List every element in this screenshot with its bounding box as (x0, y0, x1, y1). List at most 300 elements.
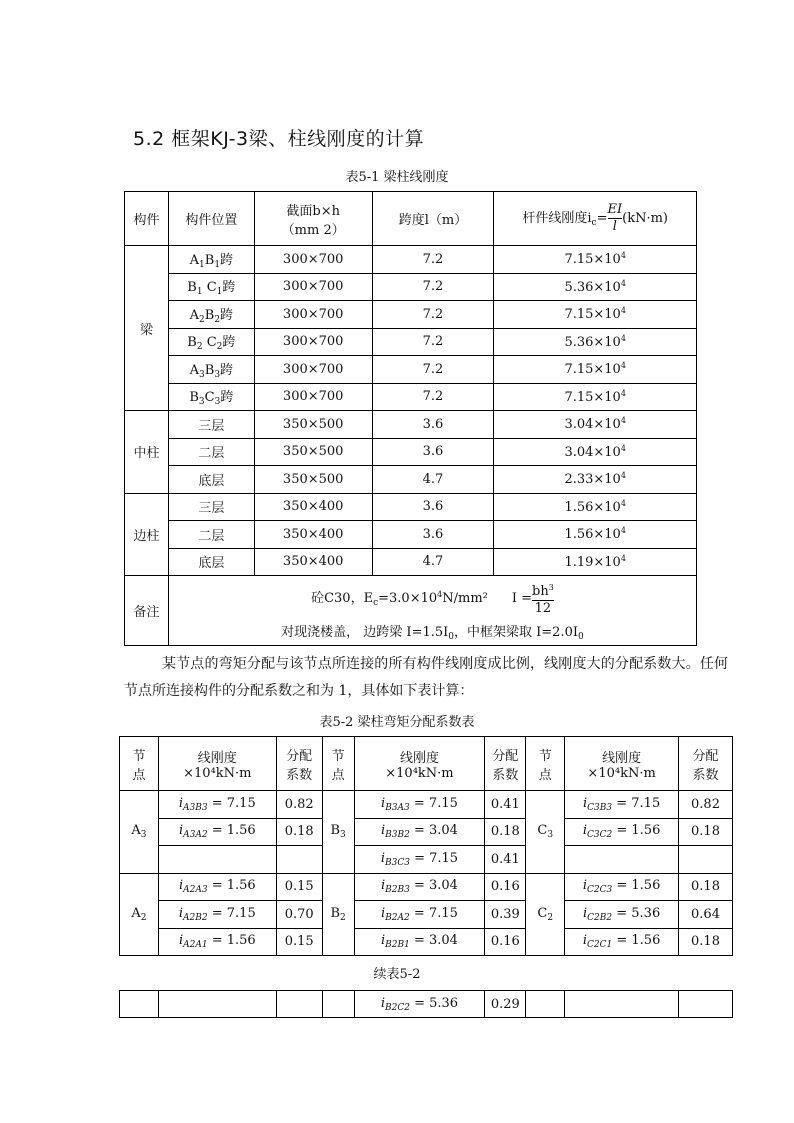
coefficient-cell: 0.16 (485, 873, 526, 901)
stiffness-cell (565, 791, 679, 819)
header-cell: 构件位置 (168, 192, 254, 246)
value: = 7.15 (409, 795, 458, 811)
table-row (125, 301, 697, 329)
var: i (178, 905, 184, 921)
num-text: bh (532, 583, 549, 599)
table-row (120, 818, 733, 846)
stiffness-cell (565, 818, 679, 846)
header-text: 点 (132, 767, 146, 783)
note-label: 备注 (125, 576, 169, 646)
header-cell (322, 737, 354, 791)
section-cell: 350×500 (254, 466, 372, 494)
position-cell: 底层 (168, 466, 254, 494)
var: i (381, 795, 386, 811)
distribution-table (119, 736, 733, 956)
var: i (582, 795, 588, 811)
table-row (120, 901, 733, 929)
coefficient-cell: 0.15 (276, 873, 322, 901)
superscript: 4 (620, 306, 626, 316)
pos-text: B (204, 362, 215, 378)
header-cell (679, 737, 733, 791)
var: i (582, 823, 588, 839)
coefficient-cell: 0.18 (679, 873, 733, 901)
node-name: B (330, 905, 341, 921)
superscript: 4 (620, 471, 626, 481)
coefficient-cell (276, 846, 322, 874)
coefficient-cell: 0.15 (276, 928, 322, 956)
header-cell (158, 737, 276, 791)
node-name: C (537, 823, 548, 839)
value: = 7.15 (207, 795, 256, 811)
subscript: 0 (448, 631, 455, 642)
stiffness-cell (494, 411, 697, 439)
pos-text: 跨 (220, 307, 234, 323)
denominator: 12 (534, 600, 552, 616)
pos-text: 跨 (220, 362, 234, 378)
note-line (171, 621, 694, 642)
header-cell (485, 737, 526, 791)
note-line (171, 580, 694, 617)
section-heading: 5.2 框架KJ-3梁、柱线刚度的计算 (133, 128, 425, 150)
table-row (125, 328, 697, 356)
superscript: 4 (620, 553, 626, 563)
header-text: ×10⁴kN·m (385, 765, 454, 781)
value: = 5.36 (409, 995, 459, 1011)
stiffness-cell (354, 791, 485, 819)
stiffness-cell (354, 846, 485, 874)
continued-table (119, 990, 733, 1018)
node-cell (120, 791, 159, 874)
value: 7.15×10 (564, 362, 621, 378)
span-cell: 3.6 (372, 438, 494, 466)
subscript: B2C2 (384, 1002, 410, 1013)
fraction (608, 202, 623, 235)
header-text: (kN·m) (622, 211, 668, 226)
position-cell (168, 383, 254, 411)
subscript: 2 (216, 342, 223, 353)
value: = 1.56 (612, 933, 661, 949)
subscript: 2 (214, 314, 221, 325)
var: i (380, 995, 385, 1011)
span-cell: 7.2 (372, 246, 494, 274)
superscript: 3 (548, 582, 554, 592)
pos-text: 跨 (220, 390, 234, 406)
table-row (120, 928, 733, 956)
stiffness-cell (354, 901, 485, 929)
coefficient-cell: 0.18 (679, 818, 733, 846)
span-cell: 7.2 (372, 356, 494, 384)
pos-text: 跨 (220, 252, 234, 268)
coefficient-cell: 0.39 (485, 901, 526, 929)
table-row (125, 411, 697, 439)
table-row (125, 438, 697, 466)
position-cell (168, 246, 254, 274)
pos-text: A (189, 252, 200, 268)
pos-text: 跨 (222, 335, 236, 351)
subscript: B2B1 (385, 940, 410, 951)
value: 3.04×10 (564, 417, 621, 433)
table-row (120, 991, 733, 1018)
subscript: 0 (578, 631, 584, 642)
span-cell: 4.7 (372, 548, 494, 576)
table-cell (158, 991, 276, 1018)
table-cell (276, 991, 322, 1018)
section-cell: 350×500 (254, 438, 372, 466)
header-text: 节 (538, 748, 552, 764)
stiffness-cell (354, 991, 485, 1018)
header-text: 截面b×h (286, 203, 340, 219)
header-text: 分配 (692, 748, 719, 764)
header-text: 线刚度 (399, 750, 439, 766)
header-cell: 跨度l（m） (372, 192, 494, 246)
header-text: 点 (538, 767, 552, 783)
note-text: 对现浇楼盖， 边跨梁 I=1.5I (281, 624, 449, 640)
subscript: A2A1 (183, 940, 208, 951)
value: 7.15×10 (564, 389, 621, 405)
coefficient-cell: 0.41 (485, 846, 526, 874)
superscript: 4 (437, 589, 443, 599)
superscript: 4 (620, 498, 626, 508)
position-cell (168, 273, 254, 301)
denominator: l (612, 219, 617, 234)
value: = 7.15 (409, 905, 458, 921)
table-row (125, 493, 697, 521)
position-cell: 二层 (168, 521, 254, 549)
table-row (120, 873, 733, 901)
value: 1.56×10 (564, 527, 621, 543)
section-cell: 300×700 (254, 328, 372, 356)
position-cell (168, 301, 254, 329)
value: 3.04×10 (564, 444, 621, 460)
coefficient-cell: 0.82 (679, 791, 733, 819)
node-name: C (537, 905, 548, 921)
section-cell: 300×700 (254, 356, 372, 384)
group-label: 中柱 (125, 411, 169, 494)
note-text: =3.0×10 (378, 590, 438, 606)
subscript: B2A2 (385, 912, 410, 923)
subscript: B3B2 (385, 830, 410, 841)
subscript: C2C3 (587, 885, 613, 896)
header-cell (120, 737, 159, 791)
stiffness-cell (494, 356, 697, 384)
span-cell: 7.2 (372, 328, 494, 356)
stiffness-cell (494, 466, 697, 494)
numerator: EI (607, 202, 623, 217)
subscript: C3C2 (587, 830, 613, 841)
section-cell: 300×700 (254, 301, 372, 329)
position-cell: 三层 (168, 493, 254, 521)
stiffness-cell (565, 901, 679, 929)
numerator (532, 580, 554, 601)
subscript: 3 (214, 397, 221, 408)
node-cell (526, 873, 565, 956)
stiffness-cell (565, 846, 679, 874)
stiffness-cell (494, 383, 697, 411)
position-cell: 三层 (168, 411, 254, 439)
pos-text: B (189, 390, 199, 406)
subscript: 2 (196, 342, 203, 353)
superscript: 4 (620, 443, 626, 453)
stiffness-cell (158, 791, 276, 819)
section-cell: 350×400 (254, 521, 372, 549)
table-row (125, 246, 697, 274)
value: = 1.56 (612, 878, 661, 894)
span-cell: 7.2 (372, 273, 494, 301)
value: = 3.04 (409, 933, 458, 949)
node-cell (322, 873, 354, 956)
header-cell (565, 737, 679, 791)
subscript: C2B2 (587, 912, 613, 923)
coefficient-cell: 0.16 (485, 928, 526, 956)
value: = 3.04 (409, 823, 458, 839)
superscript: 4 (620, 388, 626, 398)
value: = 1.56 (612, 823, 661, 839)
table-cell (526, 991, 565, 1018)
span-cell: 4.7 (372, 466, 494, 494)
note-text: N/mm² (442, 590, 488, 606)
pos-text: A (189, 362, 200, 378)
table-cell (120, 991, 159, 1018)
stiffness-cell (158, 846, 276, 874)
value: = 1.56 (207, 823, 256, 839)
stiffness-cell (158, 873, 276, 901)
subscript: 1 (214, 259, 221, 270)
stiffness-cell (494, 548, 697, 576)
pos-text: B (187, 335, 197, 351)
value: 7.15×10 (564, 307, 621, 323)
subscript: c (373, 597, 379, 608)
var: i (582, 905, 588, 921)
note-cell (168, 576, 696, 646)
table-header-row (125, 192, 697, 246)
value: 1.19×10 (564, 554, 621, 570)
subscript: 1 (199, 259, 205, 270)
coefficient-cell: 0.18 (485, 818, 526, 846)
position-cell: 二层 (168, 438, 254, 466)
node-name: A (131, 905, 141, 921)
pos-text: B (204, 252, 215, 268)
header-text: 系数 (692, 767, 719, 783)
subscript: 2 (199, 314, 205, 325)
subscript: 3 (140, 830, 147, 841)
section-cell: 350×400 (254, 493, 372, 521)
value: 5.36×10 (564, 334, 621, 350)
node-name: B (330, 823, 341, 839)
pos-text: C (202, 335, 217, 351)
table-row (125, 466, 697, 494)
header-cell (494, 192, 697, 246)
coefficient-cell: 0.18 (276, 818, 322, 846)
coefficient-cell: 0.70 (276, 901, 322, 929)
header-text: 节 (132, 748, 146, 764)
subscript: A2B2 (183, 912, 208, 923)
subscript: 3 (214, 369, 221, 380)
table-row (125, 548, 697, 576)
section-cell: 300×700 (254, 273, 372, 301)
subscript: 1 (196, 287, 203, 298)
subscript: A2A3 (183, 885, 208, 896)
header-text: = (596, 211, 608, 226)
subscript: 3 (199, 369, 205, 380)
fraction (532, 580, 554, 617)
note-text: 砼C30，E (311, 590, 374, 606)
header-text: 系数 (286, 767, 313, 783)
note-row (125, 576, 697, 646)
coefficient-cell: 0.41 (485, 791, 526, 819)
header-cell (254, 192, 372, 246)
note-text: ，中框架梁取 I=2.0I (454, 624, 578, 640)
section-cell: 300×700 (254, 246, 372, 274)
header-text: 线刚度 (602, 750, 642, 766)
pos-text: A (189, 307, 200, 323)
var: i (178, 878, 184, 894)
superscript: 4 (620, 361, 626, 371)
value: 5.36×10 (564, 279, 621, 295)
stiffness-cell (565, 928, 679, 956)
subscript: B2B3 (385, 885, 410, 896)
span-cell: 7.2 (372, 383, 494, 411)
stiffness-cell (494, 521, 697, 549)
table-cell (565, 991, 679, 1018)
value: 1.56×10 (564, 499, 621, 515)
table-header-row (120, 737, 733, 791)
subscript: c (591, 218, 597, 228)
superscript: 4 (620, 278, 626, 288)
table-row (125, 273, 697, 301)
table-row (125, 356, 697, 384)
position-cell (168, 356, 254, 384)
superscript: 4 (620, 251, 626, 261)
subscript: A3B3 (183, 802, 208, 813)
stiffness-cell (494, 438, 697, 466)
stiffness-cell (158, 818, 276, 846)
superscript: 4 (620, 333, 626, 343)
node-name: A (131, 823, 141, 839)
subscript: A3A2 (183, 830, 208, 841)
node-cell (322, 791, 354, 874)
value: = 5.36 (612, 905, 661, 921)
superscript: 4 (620, 416, 626, 426)
pos-text: C (202, 280, 217, 296)
pos-text: 跨 (222, 280, 236, 296)
coefficient-cell: 0.64 (679, 901, 733, 929)
value: = 7.15 (409, 850, 459, 866)
table-row (125, 521, 697, 549)
stiffness-cell (494, 273, 697, 301)
pos-text: B (204, 307, 215, 323)
stiffness-cell (494, 301, 697, 329)
group-label: 边柱 (125, 493, 169, 576)
value: = 7.15 (612, 795, 661, 811)
table-cell: 0.29 (485, 991, 526, 1018)
header-cell (276, 737, 322, 791)
header-text: 点 (331, 767, 345, 783)
subscript: B3A3 (385, 802, 410, 813)
subscript: 2 (547, 912, 554, 923)
span-cell: 3.6 (372, 493, 494, 521)
var: i (380, 878, 386, 894)
span-cell: 3.6 (372, 411, 494, 439)
stiffness-cell (354, 873, 485, 901)
var: i (178, 933, 184, 949)
var: i (380, 850, 385, 866)
group-label: 梁 (125, 246, 169, 411)
stiffness-cell (494, 328, 697, 356)
stiffness-cell (354, 818, 485, 846)
superscript: 4 (620, 526, 626, 536)
stiffness-cell (494, 493, 697, 521)
value: = 1.56 (207, 878, 256, 894)
header-cell: 构件 (125, 192, 169, 246)
table-row (120, 791, 733, 819)
header-cell (354, 737, 485, 791)
header-text: ×10⁴kN·m (587, 765, 656, 781)
table-row (125, 383, 697, 411)
pos-text: C (204, 390, 215, 406)
value: = 1.56 (207, 933, 256, 949)
value: 7.15×10 (564, 252, 621, 268)
header-text: ×10⁴kN·m (183, 765, 252, 781)
table-cell (679, 991, 733, 1018)
value: 2.33×10 (564, 472, 621, 488)
section-cell: 350×400 (254, 548, 372, 576)
subscript: 3 (547, 830, 554, 841)
position-cell: 底层 (168, 548, 254, 576)
value: = 3.04 (409, 878, 458, 894)
stiffness-cell (158, 928, 276, 956)
var: i (380, 823, 386, 839)
paragraph: 某节点的弯矩分配与该节点所连接的所有构件线刚度成比例，线刚度大的分配系数大。任何节点所连接构件的分配系数之和为 1，具体如下表计算： (124, 656, 728, 699)
section-cell: 350×500 (254, 411, 372, 439)
header-text: （mm 2） (281, 222, 345, 238)
header-text: 线刚度 (197, 750, 237, 766)
subscript: C3B3 (587, 802, 613, 813)
var: i (178, 795, 184, 811)
span-cell: 3.6 (372, 521, 494, 549)
node-cell (120, 873, 159, 956)
var: i (178, 823, 184, 839)
coefficient-cell: 0.82 (276, 791, 322, 819)
header-text: 杆件线刚度i (522, 211, 592, 226)
header-text: 分配 (492, 748, 519, 764)
subscript: 3 (198, 397, 205, 408)
header-text: 分配 (286, 748, 313, 764)
subscript: 3 (340, 830, 346, 841)
formula-left: I = (511, 590, 533, 606)
subscript: 2 (340, 912, 346, 923)
continued-caption: 续表5-2 (373, 967, 421, 982)
var: i (582, 878, 588, 894)
section-cell: 300×700 (254, 383, 372, 411)
stiffness-cell (494, 246, 697, 274)
stiffness-cell (565, 873, 679, 901)
subscript: C2C1 (587, 940, 613, 951)
header-text: 节 (331, 748, 345, 764)
position-cell (168, 328, 254, 356)
subscript: B3C3 (385, 857, 410, 868)
header-cell (526, 737, 565, 791)
subscript: 2 (140, 912, 147, 923)
subscript: 1 (216, 287, 223, 298)
table-row (120, 846, 733, 874)
coefficient-cell (679, 846, 733, 874)
table1-caption: 表5-1 梁柱线刚度 (345, 170, 449, 185)
stiffness-cell (354, 928, 485, 956)
pos-text: B (187, 280, 197, 296)
value: = 7.15 (207, 905, 256, 921)
stiffness-table (124, 191, 697, 646)
span-cell: 7.2 (372, 301, 494, 329)
